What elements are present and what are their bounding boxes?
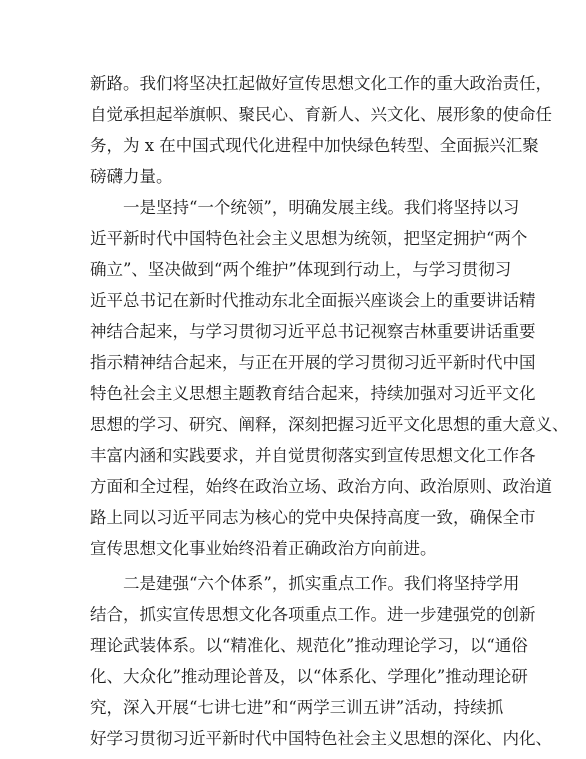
- paragraph-line: 神结合起来，与学习贯彻习近平总书记视察吉林重要讲话重要: [90, 322, 536, 341]
- paragraph-line: 结合，抓实宣传思想文化各项重点工作。进一步建强党的创新: [90, 605, 536, 624]
- paragraph-line: 确立”、坚决做到“两个维护”体现到行动上，与学习贯彻习: [90, 260, 512, 279]
- paragraph-line: 路上同以习近平同志为核心的党中央保持高度一致，确保全市: [90, 508, 536, 527]
- paragraph-line: 究，深入开展“七讲七进”和“两学三训五讲”活动，持续抓: [90, 698, 504, 717]
- paragraph-line: 近平新时代中国特色社会主义思想为统领，把坚定拥护“两个: [90, 229, 528, 248]
- paragraph-line: 近平总书记在新时代推动东北全面振兴座谈会上的重要讲话精: [90, 291, 536, 310]
- paragraph-line: 自觉承担起举旗帜、聚民心、育新人、兴文化、展形象的使命任: [90, 105, 552, 124]
- paragraph-line: 方面和全过程，始终在政治立场、政治方向、政治原则、政治道: [90, 477, 552, 496]
- paragraph-line: 宣传思想文化事业始终沿着正确政治方向前进。: [90, 539, 437, 558]
- paragraph-line: 特色社会主义思想主题教育结合起来，持续加强对习近平文化: [90, 384, 536, 403]
- paragraph-line: 新路。我们将坚决扛起做好宣传思想文化工作的重大政治责任，: [90, 74, 552, 93]
- paragraph-line: 二是建强“六个体系”，抓实重点工作。我们将坚持学用: [123, 574, 520, 593]
- paragraph-line: 指示精神结合起来，与正在开展的学习贯彻习近平新时代中国: [90, 353, 536, 372]
- paragraph-line: 理论武装体系。以“精准化、规范化”推动理论学习，以“通俗: [90, 636, 528, 655]
- paragraph-line: 丰富内涵和实践要求，并自觉贯彻落实到宣传思想文化工作各: [90, 446, 536, 465]
- paragraph-line: 一是坚持“一个统领”，明确发展主线。我们将坚持以习: [123, 198, 520, 217]
- paragraph-line: 好学习贯彻习近平新时代中国特色社会主义思想的深化、内化、: [90, 729, 552, 748]
- paragraph-line: 磅礴力量。: [90, 167, 173, 186]
- paragraph-line: 思想的学习、研究、阐释，深刻把握习近平文化思想的重大意义、: [90, 415, 569, 434]
- paragraph-line: 化、大众化”推动理论普及，以“体系化、学理化”推动理论研: [90, 667, 528, 686]
- paragraph-line: 务，为 x 在中国式现代化进程中加快绿色转型、全面振兴汇聚: [90, 136, 539, 155]
